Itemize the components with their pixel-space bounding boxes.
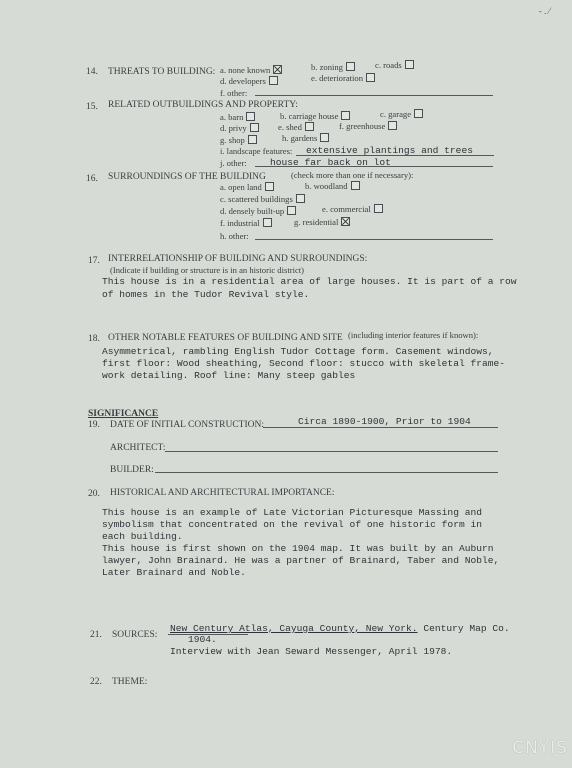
checkbox-scattered-buildings[interactable] (296, 194, 305, 203)
checkbox-carriage-house[interactable] (341, 111, 350, 120)
landscape-features-line[interactable] (296, 155, 494, 156)
q16-option-a: a. open land (220, 182, 274, 193)
q18-note: (including interior features if known): (348, 330, 479, 340)
q19-number: 19. (88, 420, 100, 430)
checkbox-privy[interactable] (250, 123, 259, 132)
q15-number: 15. (86, 102, 98, 112)
checkbox-shed[interactable] (305, 122, 314, 131)
q16-option-e: e. commercial (322, 204, 383, 215)
q14-option-a: a. none known (220, 65, 282, 76)
q15-option-j: j. other: (220, 158, 247, 168)
sources-line-3: Interview with Jean Seward Messenger, April 1978. (170, 646, 453, 657)
landscape-features-value: extensive plantings and trees (306, 145, 473, 156)
q15-option-h: h. gardens (282, 133, 329, 144)
q14-option-e: e. deterioration (311, 73, 375, 84)
q16-note: (check more than one if necessary): (291, 170, 414, 180)
q14-other-line[interactable] (255, 95, 493, 96)
q20-label: HISTORICAL AND ARCHITECTURAL IMPORTANCE: (110, 488, 335, 498)
checkbox-woodland[interactable] (351, 181, 360, 190)
q14-option-f: f. other: (220, 88, 248, 98)
architect-label: ARCHITECT: (110, 443, 166, 453)
q15-option-g: g. shop (220, 135, 257, 146)
q14-option-b: b. zoning (311, 62, 355, 73)
q18-text-line-1: Asymmetrical, rambling English Tudor Cottage form. Casement windows, (102, 346, 494, 357)
q14-number: 14. (86, 67, 98, 77)
q20-text-line-3: each building. (102, 531, 183, 542)
q20-text-line-5: lawyer, John Brainard. He was a partner of Brainard, Taber and Noble, (102, 555, 500, 566)
q15-option-f: f. greenhouse (339, 121, 397, 132)
q15-label: RELATED OUTBUILDINGS AND PROPERTY: (108, 100, 298, 110)
q18-number: 18. (88, 334, 100, 344)
q15-option-d: d. privy (220, 123, 259, 134)
q15-option-a: a. barn (220, 112, 255, 123)
checkbox-greenhouse[interactable] (388, 121, 397, 130)
other-outbuilding-line[interactable] (255, 166, 493, 167)
q17-text-line-2: of homes in the Tudor Revival style. (102, 289, 310, 300)
checkbox-barn[interactable] (246, 112, 255, 121)
sources-line-1: New Century Atlas, Cayuga County, New York. Century Map Co. (170, 623, 510, 634)
checkbox-commercial[interactable] (374, 204, 383, 213)
q16-option-f: f. industrial (220, 218, 272, 229)
q17-text-line-1: This house is in a residential area of large houses. It is part of a row (102, 276, 517, 287)
q16-option-d: d. densely built-up (220, 206, 296, 217)
q20-text-line-6: Later Brainard and Noble. (102, 567, 246, 578)
q16-option-b: b. woodland (305, 181, 360, 192)
corner-mark: ‑ . ⁄ (538, 6, 550, 16)
builder-line[interactable] (155, 472, 498, 473)
checkbox-garage[interactable] (414, 109, 423, 118)
surroundings-other-line[interactable] (255, 239, 493, 240)
q20-text-line-1: This house is an example of Late Victorian Picturesque Massing and (102, 507, 482, 518)
q22-number: 22. (90, 677, 102, 687)
q17-note: (Indicate if building or structure is in an historic district) (110, 265, 305, 275)
checkbox-roads[interactable] (405, 60, 414, 69)
checkbox-deterioration[interactable] (366, 73, 375, 82)
checkbox-shop[interactable] (248, 135, 257, 144)
builder-label: BUILDER: (110, 465, 154, 475)
checkbox-developers[interactable] (269, 76, 278, 85)
q18-text-line-3: work detailing. Roof line: Many steep gables (102, 370, 356, 381)
q16-option-g: g. residential (294, 217, 350, 228)
checkbox-industrial[interactable] (263, 218, 272, 227)
q18-text-line-2: first floor: Wood sheathing, Second floor: stucco with skeletal frame- (102, 358, 506, 369)
q14-option-c: c. roads (375, 60, 414, 71)
checkbox-zoning[interactable] (346, 62, 355, 71)
q15-option-i: i. landscape features: (220, 146, 293, 156)
q18-label: OTHER NOTABLE FEATURES OF BUILDING AND SITE (108, 333, 343, 343)
q20-text-line-2: symbolism that concentrated on the revival of one historic form in (102, 519, 482, 530)
q14-label: THREATS TO BUILDING: (108, 67, 216, 77)
q20-number: 20. (88, 489, 100, 499)
q21-label: SOURCES: (112, 630, 158, 640)
q20-text-line-4: This house is first shown on the 1904 map. It was built by an Auburn (102, 543, 494, 554)
q14-option-d: d. developers (220, 76, 278, 87)
sources-line-2: 1904. (188, 634, 217, 645)
q16-option-c: c. scattered buildings (220, 194, 305, 205)
checkbox-gardens[interactable] (320, 133, 329, 142)
checkbox-residential[interactable] (341, 217, 350, 226)
checkbox-densely-built-up[interactable] (287, 206, 296, 215)
q21-number: 21. (90, 630, 102, 640)
architect-line[interactable] (165, 451, 498, 452)
q15-option-e: e. shed (278, 122, 314, 133)
construction-date-line[interactable] (263, 427, 498, 428)
q16-option-h: h. other: (220, 231, 249, 241)
q22-label: THEME: (112, 677, 148, 687)
checkbox-open-land[interactable] (265, 182, 274, 191)
q15-option-c: c. garage (380, 109, 423, 120)
q15-option-b: b. carriage house (280, 111, 350, 122)
significance-heading: SIGNIFICANCE (88, 409, 159, 419)
q17-label: INTERRELATIONSHIP OF BUILDING AND SURROUNDINGS: (108, 254, 368, 264)
q19-label: DATE OF INITIAL CONSTRUCTION: (110, 420, 265, 430)
q16-label: SURROUNDINGS OF THE BUILDING (108, 172, 266, 182)
checkbox-none-known[interactable] (273, 65, 282, 74)
other-outbuilding-value: house far back on lot (270, 157, 391, 168)
q17-number: 17. (88, 256, 100, 266)
watermark: CNYIS (512, 738, 568, 758)
construction-date-value: Circa 1890-1900, Prior to 1904 (298, 416, 471, 427)
q16-number: 16. (86, 174, 98, 184)
